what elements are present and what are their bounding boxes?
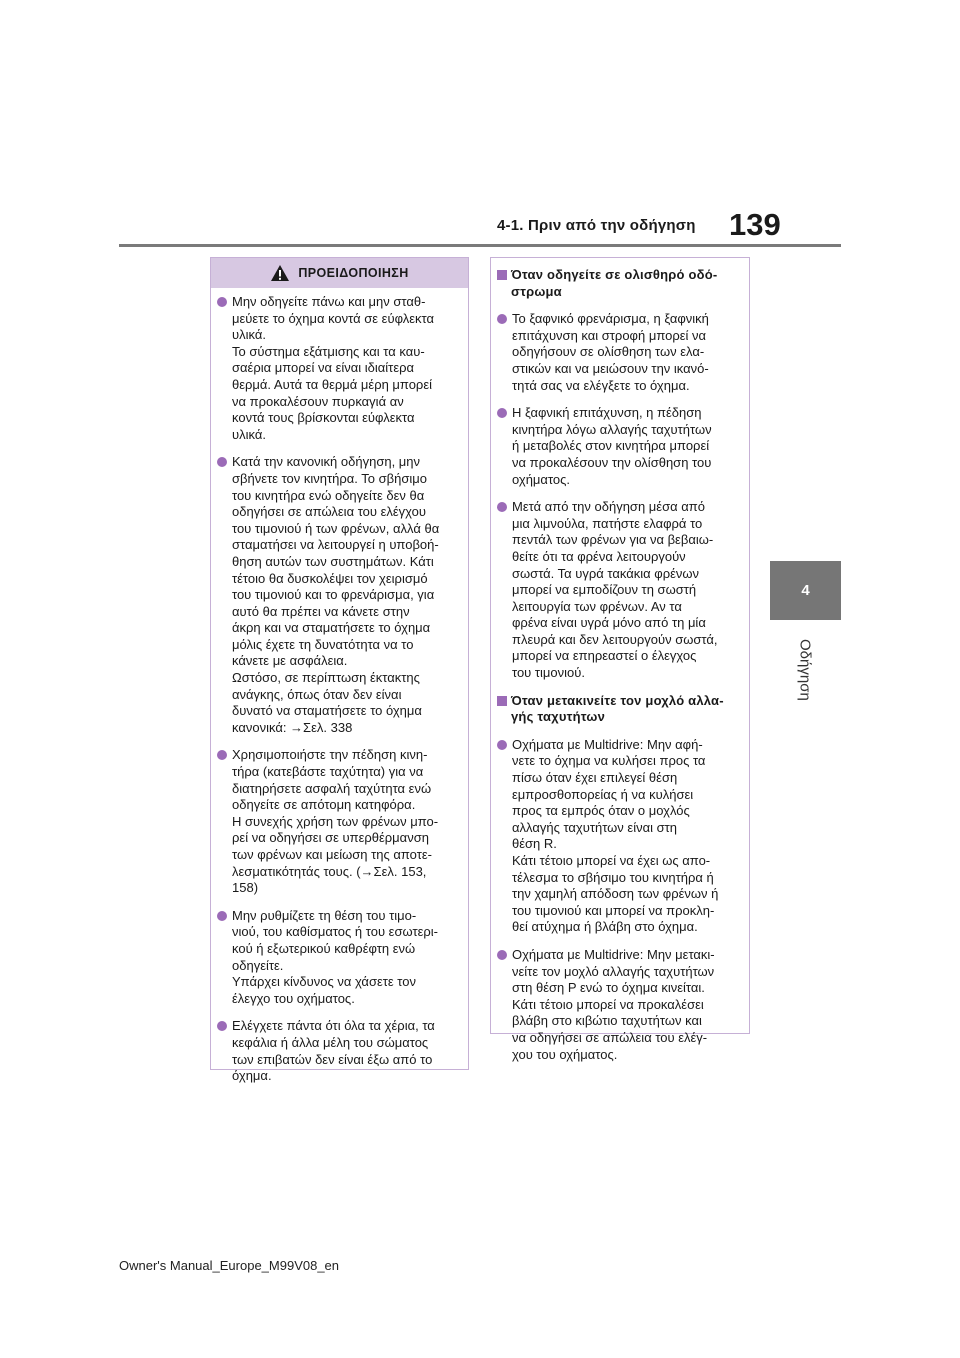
chapter-label: Οδήγηση (796, 639, 814, 701)
warning-header (211, 258, 468, 288)
chapter-number: 4 (801, 582, 810, 599)
bullet-icon (217, 911, 227, 921)
chapter-tab (770, 561, 841, 620)
section-heading-text: Όταν μετακινείτε τον μοχλό αλλα- γής ταχυτήτων (511, 692, 724, 725)
info-item-text: Οχήματα με Multidrive: Μην μετακι- νείτε τον μοχλό αλλαγής ταχυτήτων στη θέση P ενώ το όχημα κινείται. Κάτι τέτοιο μπορεί να προκαλέσει βλάβη στο κιβώτιο ταχυτήτων και να οδηγήσει σε απώλεια του ελέγ- χου του οχήματος. (512, 946, 715, 1062)
info-item-text: Μετά από την οδήγηση μέσα από μια λιμνούλα, πατήστε ελαφρά το πεντάλ των φρένων για να βεβαιω- θείτε ότι τα φρένα λειτουργούν σωστά. Τα υγρά τακάκια φρένων μπορεί να εμποδίζουν τη σωστή λειτουργία των φρένων. Αν τα φρένα είναι υγρά μόνο από τη μία πλευρά και δεν λειτουργούν σωστά, μπορεί να επηρεαστεί ο έλεγχος του τιμονιού. (512, 499, 718, 681)
warning-item (217, 1018, 460, 1084)
bullet-icon (497, 314, 507, 324)
page-number: 139 (729, 207, 781, 242)
warning-item (217, 294, 460, 443)
info-item-text: Οχήματα με Multidrive: Μην αφή- νετε το όχημα να κυλήσει προς τα πίσω όταν έχει επιλεγεί θέση εμπροσθοπορείας ή να κυλήσει προς τα εμπρός όταν ο μοχλός αλλαγής ταχυτήτων είναι στη θέση R. Κάτι τέτοιο μπορεί να έχει ως απο- τέλεσμα το σβήσιμο του κινητήρα ή την χαμηλή απόδοση των φρένων ή του τιμονιού και μπορεί να προκλη- θεί ατύχημα ή βλάβη στο όχημα. (512, 736, 719, 935)
bullet-icon (497, 740, 507, 750)
section-title: 4-1. Πριν από την οδήγηση (497, 217, 696, 234)
warning-item (217, 454, 460, 736)
info-item-text: Το ξαφνικό φρενάρισμα, η ξαφνική επιτάχυνση και στροφή μπορεί να οδηγήσουν σε ολίσθηση των ελα- στικών και να μειώσουν την ικανό- τητά σας να ελέγξετε το όχημα. (512, 311, 709, 393)
warning-box (210, 257, 469, 1084)
bullet-icon (217, 297, 227, 307)
section-heading-text: Όταν οδηγείτε σε ολισθηρό οδό- στρωμα (511, 267, 718, 299)
square-bullet-icon (497, 696, 507, 706)
section-heading (497, 693, 741, 726)
info-item (497, 405, 741, 488)
header-divider (119, 244, 841, 247)
bullet-icon (497, 502, 507, 512)
bullet-icon (217, 457, 227, 467)
info-item (497, 499, 741, 682)
footer-text: Owner's Manual_Europe_M99V08_en (119, 1258, 340, 1273)
info-content (491, 258, 749, 1063)
warning-item-text: Ελέγχετε πάντα ότι όλα τα χέρια, τα κεφάλια ή άλλα μέλη του σώματος των επιβατών δεν είναι έξω από το όχημα. (232, 1018, 435, 1084)
warning-title: ΠΡΟΕΙΔΟΠΟΙΗΣΗ (298, 266, 409, 280)
warning-item (217, 747, 460, 896)
bullet-icon (217, 750, 227, 760)
chapter-label-container (773, 625, 837, 715)
info-box (490, 257, 750, 1062)
bullet-icon (217, 1021, 227, 1031)
square-bullet-icon (497, 270, 507, 280)
info-item (497, 311, 741, 394)
info-item (497, 947, 741, 1063)
info-item (497, 737, 741, 936)
warning-item-text: Χρησιμοποιήστε την πέδηση κινη- τήρα (κατεβάστε ταχύτητα) για να διατηρήσετε ασφαλή ταχύτητα ενώ οδηγείτε σε απότομη κατηφόρα. Η συνεχής χρήση των φρένων μπο- ρεί να οδηγήσει σε υπερθέρμανση των φρένων και μείωση της αποτε- λεσματικότητάς τους. (→Σελ. 153, 158) (232, 747, 439, 896)
bullet-icon (497, 408, 507, 418)
warning-content (211, 288, 468, 1085)
warning-item-text: Μην ρυθμίζετε τη θέση του τιμο- νιού, του καθίσματος ή του εσωτερι- κού ή εξωτερικού καθρέφτη ενώ οδηγείτε. Υπάρχει κίνδυνος να χάσετε τον έλεγχο του οχήματος. (232, 907, 438, 1006)
bullet-icon (497, 950, 507, 960)
warning-triangle-icon (270, 264, 290, 282)
warning-item-text: Μην οδηγείτε πάνω και μην σταθ- μεύετε το όχημα κοντά σε εύφλεκτα υλικά. Το σύστημα εξάτμισης και τα καυ- σαέρια μπορεί να είναι ιδιαίτερα θερμά. Αυτά τα θερμά μέρη μπορεί να προκαλέσουν πυρκαγιά αν κοντά τους βρίσκονται εύφλεκτα υλικά. (232, 294, 435, 442)
info-item-text: Η ξαφνική επιτάχυνση, η πέδηση κινητήρα λόγω αλλαγής ταχυτήτων ή μεταβολές στον κινητήρα μπορεί να προκαλέσουν την ολίσθηση του οχήματος. (512, 405, 712, 487)
warning-item (217, 908, 460, 1008)
section-heading (497, 267, 741, 300)
warning-item-text: Κατά την κανονική οδήγηση, μην σβήνετε τον κινητήρα. Το σβήσιμο του κινητήρα ενώ οδηγείτε δεν θα οδηγήσει σε απώλεια του ελέγχου του τιμονιού ή των φρένων, αλλά θα σταματήσει να λειτουργεί η υποβοή- θηση αυτών των συστημάτων. Κάτι τέτοιο θα δυσκολέψει τον χειρισμό του τιμονιού και το φρενάρισμα, για αυτό θα πρέπει να κάνετε στην άκρη και να σταματήσετε το όχημα μόλις έχετε τη δυνατότητα να το κάνετε με ασφάλεια. Ωστόσο, σε περίπτωση έκτακτης ανάγκης, όπως όταν δεν είναι δυνατό να σταματήσετε το όχημα κανονικά: →Σελ. 338 (232, 454, 440, 735)
